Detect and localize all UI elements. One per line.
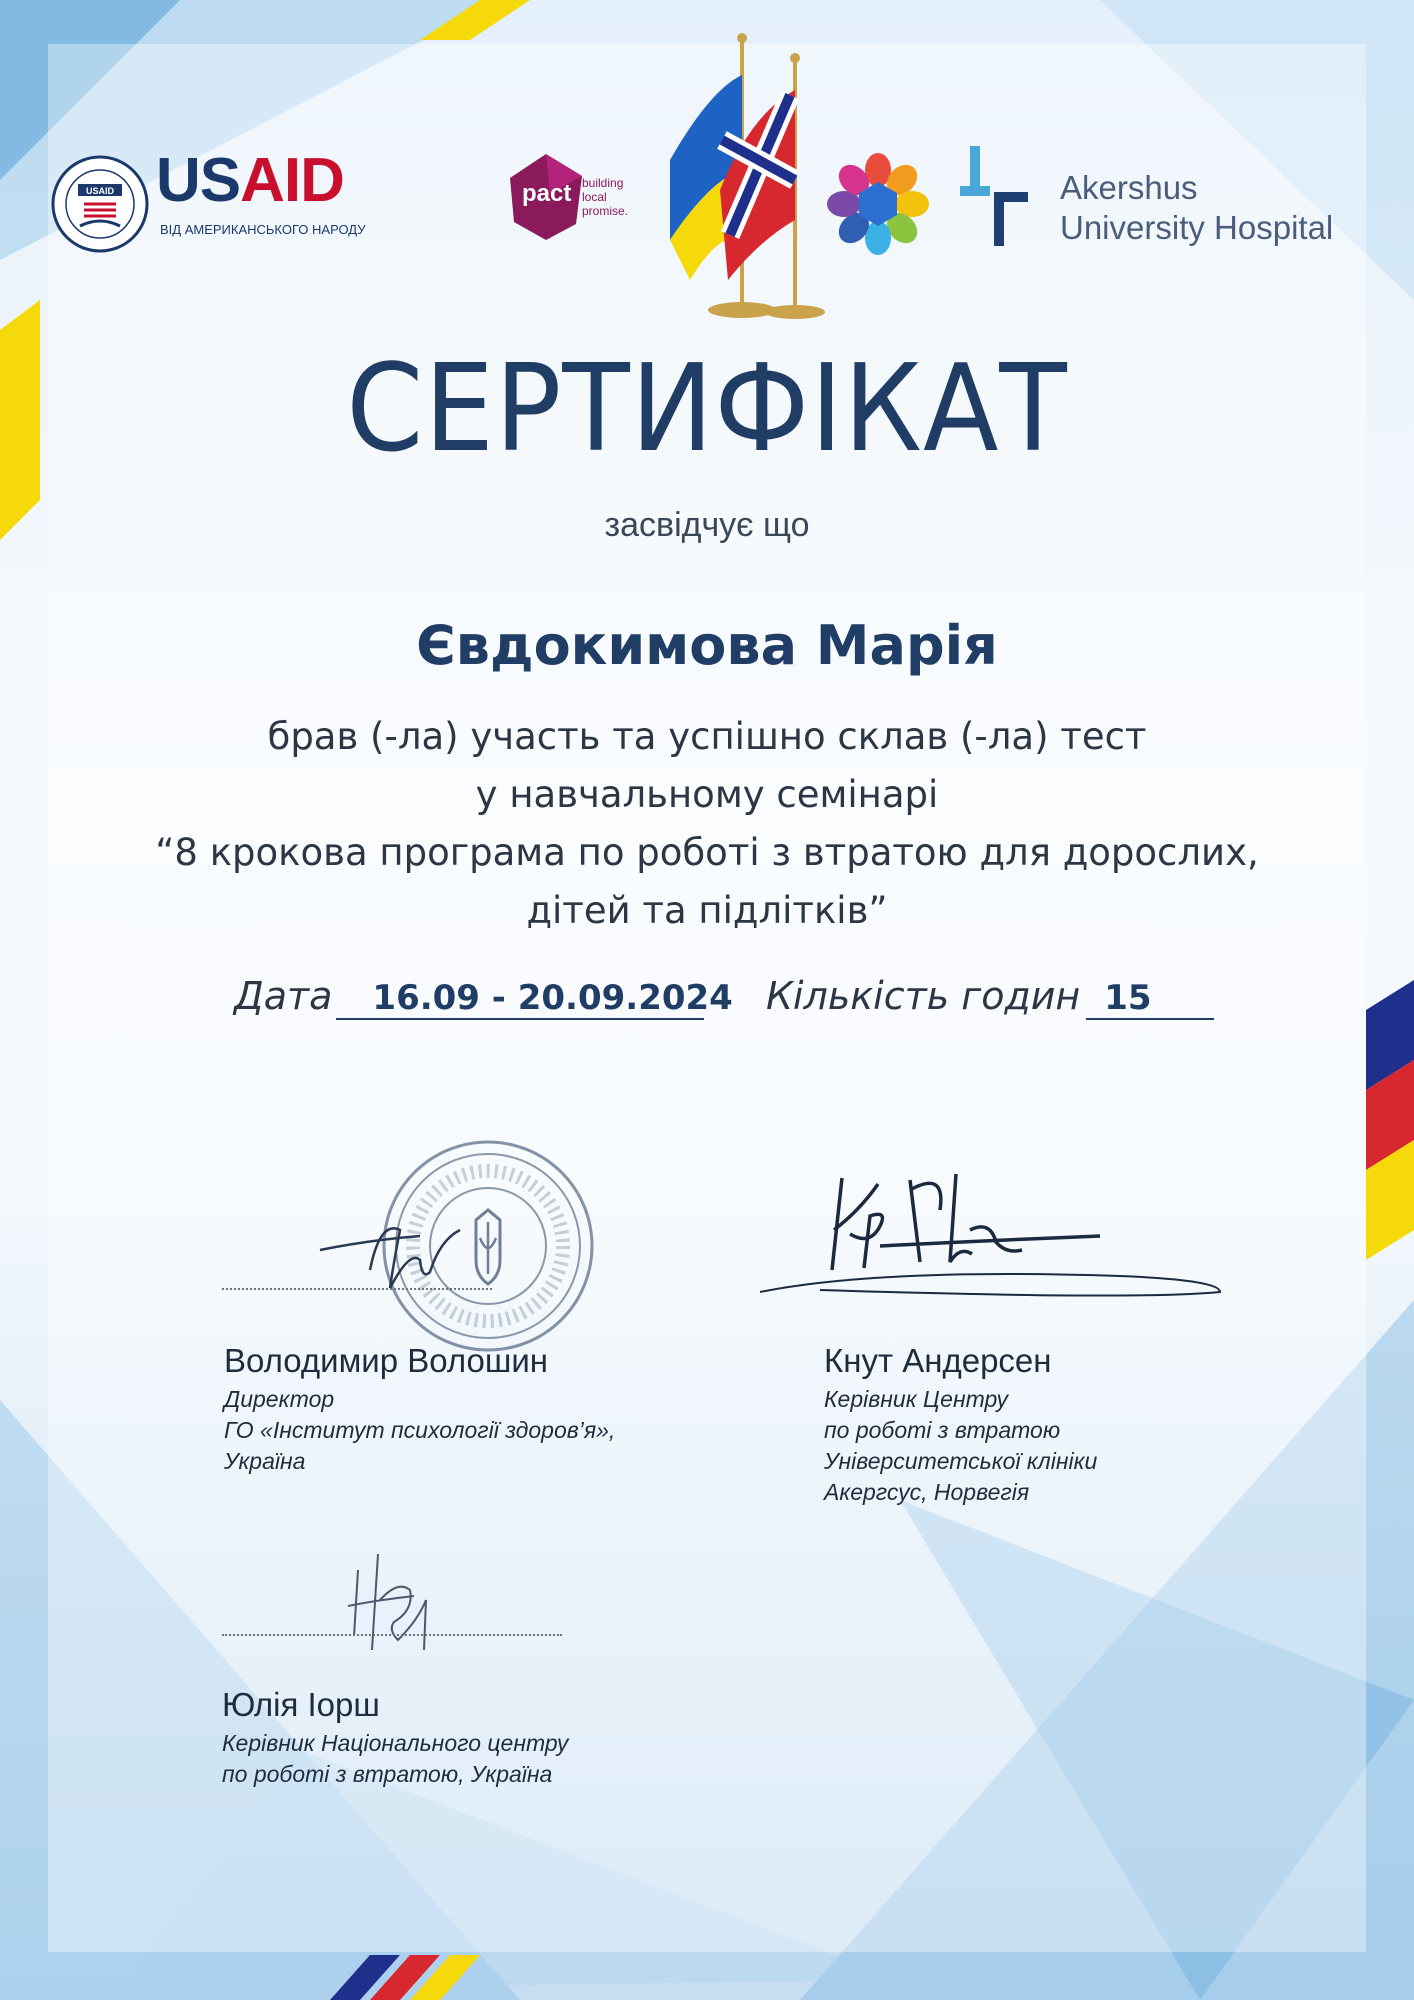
certifies-that: засвідчує що xyxy=(604,506,810,544)
signatory-2-role-line: Університетської клініки xyxy=(824,1448,1098,1474)
date-value: 16.09 - 20.09.2024 xyxy=(336,978,704,1020)
pact-tagline-2: local xyxy=(582,190,607,204)
signatory-2-name: Кнут Андерсен xyxy=(824,1342,1052,1379)
signatory-3-name: Юлія Іорш xyxy=(222,1686,380,1723)
description-line-1: брав (-ла) участь та успішно склав (-ла) тест xyxy=(267,715,1147,758)
pact-wordmark: pact xyxy=(522,180,572,207)
pact-tagline-1: building xyxy=(582,176,624,190)
pact-logo xyxy=(510,154,640,244)
description-line-4: дітей та підлітків” xyxy=(526,889,888,932)
signatory-2-role xyxy=(824,1384,1097,1508)
signature-iorsh xyxy=(318,1540,458,1660)
hours-label: Кількість годин xyxy=(766,974,1081,1018)
akershus-name-line-2: University Hospital xyxy=(1060,209,1334,246)
signatory-3-role-line: Керівник Національного центру xyxy=(222,1730,569,1756)
signatory-3-role xyxy=(222,1728,568,1790)
usaid-seal-icon xyxy=(50,154,150,254)
description-line-3: “8 крокова програма по роботі з втратою для дорослих, xyxy=(155,831,1259,874)
hours-field xyxy=(766,974,1214,1020)
signatory-1-role xyxy=(224,1384,615,1477)
signature-voloshyn xyxy=(310,1200,510,1300)
hours-value: 15 xyxy=(1086,978,1214,1020)
signature-line-1 xyxy=(222,1288,492,1290)
signatory-2-role-line: Керівник Центру xyxy=(824,1386,1009,1412)
usaid-seal-label: USAID xyxy=(85,186,115,196)
date-field xyxy=(234,974,733,1020)
signatory-3-role-line: по роботі з втратою, Україна xyxy=(222,1761,553,1787)
usaid-wordmark-us: US xyxy=(156,146,241,215)
signature-andersen xyxy=(760,1150,1230,1310)
usaid-logo xyxy=(50,146,390,250)
signatory-1-name: Володимир Волошин xyxy=(224,1342,548,1379)
signatory-1-role-line: Україна xyxy=(224,1448,306,1474)
akershus-cross-icon xyxy=(960,146,1030,246)
certificate-title: СЕРТИФІКАТ xyxy=(346,340,1068,479)
pact-tagline-3: promise. xyxy=(582,204,629,218)
usaid-tagline: ВІД АМЕРИКАНСЬКОГО НАРОДУ xyxy=(160,222,366,237)
signatory-1-role-line: ГО «Інститут психології здоров’я», xyxy=(224,1417,616,1443)
akershus-name-line-1: Akershus xyxy=(1060,169,1198,206)
akershus-name xyxy=(1060,168,1333,248)
date-label: Дата xyxy=(234,974,333,1018)
akershus-logo xyxy=(960,146,1360,246)
recipient-name: Євдокимова Марія xyxy=(416,614,998,677)
usaid-wordmark-aid: AID xyxy=(240,146,344,215)
signatory-2-role-line: по роботі з втратою xyxy=(824,1417,1061,1443)
signature-line-3 xyxy=(222,1634,562,1636)
flower-logo-icon xyxy=(826,152,930,256)
signatory-2-role-line: Акергсус, Норвегія xyxy=(824,1479,1030,1505)
description-line-2: у навчальному семінарі xyxy=(475,773,939,816)
usaid-wordmark xyxy=(156,146,344,215)
signatory-1-role-line: Директор xyxy=(224,1386,335,1412)
flags-image xyxy=(650,20,850,320)
pact-tagline xyxy=(582,176,642,218)
